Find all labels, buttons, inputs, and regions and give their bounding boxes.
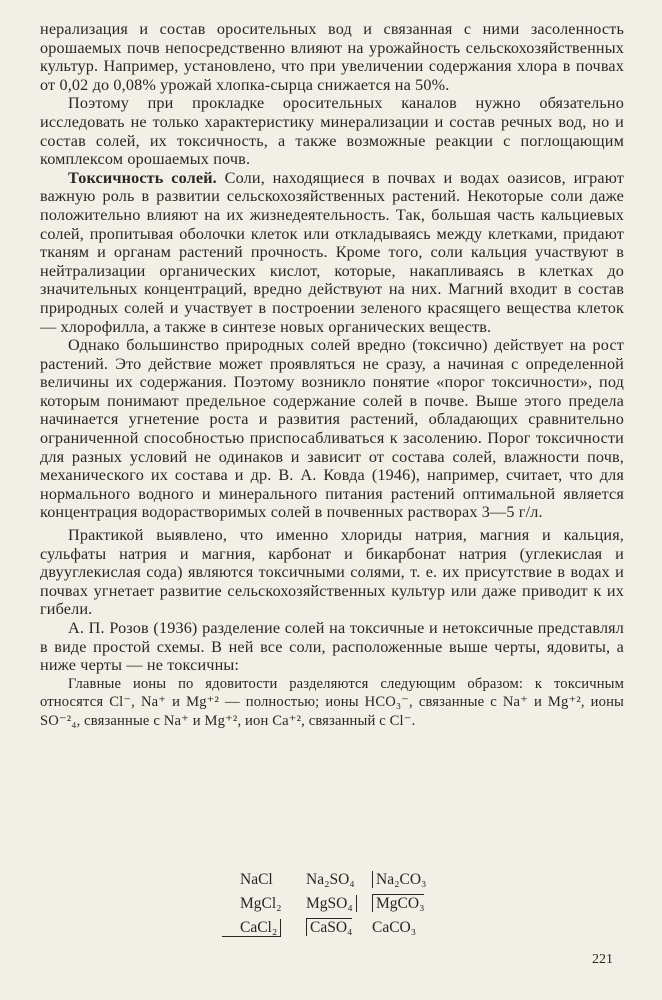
- paragraph-rozov: А. П. Розов (1936) разделение солей на токсичные и нетоксичные представлял в виде простой схемы. В ней все соли, расположенные выше черты, ядовиты, а ниже черты — не токсичны:: [40, 619, 624, 675]
- paragraph-continued: нерализация и состав оросительных вод и связанная с ними засоленность орошаемых почв непосредственно влияют на урожайность сельскохозяйственных культур. Например, установлено, что при увеличении содержания хлора в почвах от 0,02 до 0,08% урожай хлопка-сырца снижается на 50%.: [40, 20, 624, 94]
- section-heading: Токсичность солей.: [68, 168, 217, 187]
- scheme-cell: NaCl: [240, 871, 273, 888]
- scheme-formula: MgSO₄: [306, 895, 357, 912]
- scheme-row: [240, 892, 438, 916]
- scheme-cell: CaCO₃: [372, 919, 417, 936]
- paragraph-threshold: Однако большинство природных солей вредно (токсично) действует на рост растений. Это действие может проявляться не сразу, а начиная с определенной величины их содержания. Поэтому возникло понятие «порог токсичности», под которым понимают предельное содержание солей в почве. Выше этого предела начинается угнетение роста и развития растений, обладающих сравнительно ограниченной способностью приспосабливаться к засолению. Порог токсичности для разных условий не одинаков и зависит от состава солей, влажности почв, механического их состава и др. В. А. Ковда (1946), например, считает, что для нормального водного и минерального питания растений оптимальной является концентрация водорастворимых солей в почвенных растворах 3—5 г/л.: [40, 336, 624, 522]
- paragraph-practice: Практикой выявлено, что именно хлориды натрия, магния и кальция, сульфаты натрия и магния, карбонат и бикарбонат натрия (углекислая и двууглекислая сода) являются токсичными солями, т. е. их присутствие в водах и почвах угнетает развитие сельскохозяйственных культур или даже приводит к их гибели.: [40, 526, 624, 619]
- scheme-formula: Na₂CO₃: [372, 871, 426, 888]
- scheme-cell: [372, 892, 438, 916]
- scheme-formula: CaSO₄: [306, 918, 352, 936]
- scheme-cell: Na₂SO₄: [306, 871, 355, 888]
- scheme-cell: [240, 916, 306, 940]
- scheme-formula: CaCl₂: [222, 919, 281, 937]
- scheme-cell: [372, 868, 438, 892]
- scheme-row: [240, 868, 438, 892]
- page-number: 221: [592, 952, 613, 967]
- paragraph-ions: Главные ионы по ядовитости разделяются следующим образом: к токсичным относятся Cl⁻, Na⁺ и Mg⁺² — полностью; ионы HCO₃⁻, связанные с Na⁺ и Mg⁺², ионы SO⁻²₄, связанные с Na⁺ и Mg⁺², ион Ca⁺², связанный с Cl⁻.: [40, 675, 624, 729]
- scheme-cell: MgCl₂: [240, 895, 282, 912]
- scheme-formula: MgCO₃: [372, 894, 424, 912]
- paragraph-toxicity: [40, 169, 624, 336]
- scheme-cell: [306, 892, 372, 916]
- paragraph-canals: Поэтому при прокладке оросительных каналов нужно обязательно исследовать не только характеристику минерализации и состав речных вод, но и состав солей, их токсичность, а также возможные реакции с поглощающим комплексом орошаемых почв.: [40, 94, 624, 169]
- paragraph-toxicity-text: Соли, находящиеся в почвах и водах оазисов, играют важную роль в развитии сельскохозяйственных растений. Некоторые соли даже положительно влияют на их жизнедеятельность. Так, большая часть кальциевых солей, пропитывая оболочки клеток или откладываясь между клетками, придают тканям и органам растений прочность. Кроме того, соли кальция участвуют в нейтрализации органических кислот, которые, накапливаясь в клетках до значительных концентраций, вредно действуют на них. Магний входит в состав природных солей и участвует в построении зеленого красящего вещества клеток — хлорофилла, а также в синтезе новых органических веществ.: [40, 168, 625, 336]
- body-text: [40, 20, 624, 731]
- salt-toxicity-scheme: [240, 868, 438, 940]
- scheme-row: [240, 916, 438, 940]
- scheme-cell: [306, 916, 372, 940]
